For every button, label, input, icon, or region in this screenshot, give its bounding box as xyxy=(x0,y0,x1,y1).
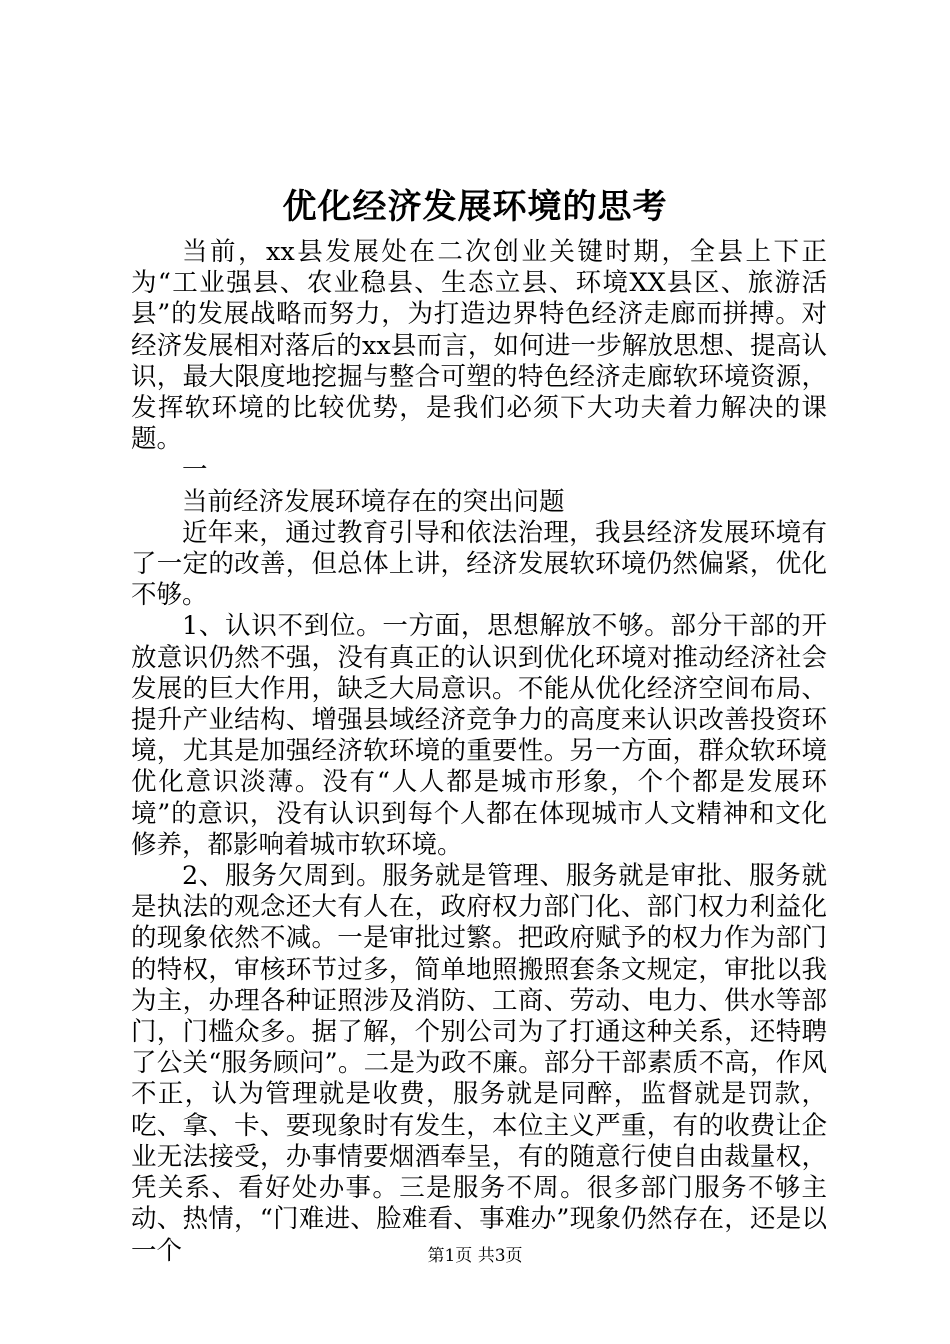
section-number: 一 xyxy=(182,455,208,486)
paragraph-overview: 近年来，通过教育引导和依法治理，我县经济发展环境有了一定的改善，但总体上讲，经济发展软环境仍然偏紧，优化不够。 xyxy=(131,517,827,611)
page-number-footer: 第1页 共3页 xyxy=(427,1246,523,1266)
paragraph-point-2: 2、服务欠周到。服务就是管理、服务就是审批、服务就是执法的观念还大有人在，政府权力部门化、部门权力利益化的现象依然不减。一是审批过繁。把政府赋予的权力作为部门的特权，审核环节过多，简单地照搬照套条文规定，审批以我为主，办理各种证照涉及消防、工商、劳动、电力、供水等部门，门槛众多。据了解，个别公司为了打通这种关系，还特聘了公关“服务顾问”。二是为政不廉。部分干部素质不高，作风不正，认为管理就是收费，服务就是同醉，监督就是罚款，吃、拿、卡、要现象时有发生，本位主义严重，有的收费让企业无法接受，办事情要烟酒奉呈，有的随意行使自由裁量权，凭关系、看好处办事。三是服务不周。很多部门服务不够主动、热情，“门难进、脸难看、事难办”现象仍然存在，还是以一个 xyxy=(131,861,827,1266)
document-title: 优化经济发展环境的思考 xyxy=(282,187,668,227)
paragraph-point-1: 1、认识不到位。一方面，思想解放不够。部分干部的开放意识仍然不强，没有真正的认识到优化环境对推动经济社会发展的巨大作用，缺乏大局意识。不能从优化经济空间布局、提升产业结构、增强县域经济竞争力的高度来认识改善投资环境，尤其是加强经济软环境的重要性。另一方面，群众软环境优化意识淡薄。没有“人人都是城市形象，个个都是发展环境”的意识，没有认识到每个人都在体现城市人文精神和文化修养，都影响着城市软环境。 xyxy=(131,611,827,860)
paragraph-intro: 当前，xx县发展处在二次创业关键时期，全县上下正为“工业强县、农业稳县、生态立县、环境XX县区、旅游活县”的发展战略而努力，为打造边界特色经济走廊而拼搏。对经济发展相对落后的xx县而言，如何进一步解放思想、提高认识，最大限度地挖掘与整合可塑的特色经济走廊软环境资源，发挥软环境的比较优势，是我们必须下大功夫着力解决的课题。 xyxy=(131,237,827,455)
document-body xyxy=(131,237,827,1267)
section-heading: 当前经济发展环境存在的突出问题 xyxy=(182,486,565,517)
